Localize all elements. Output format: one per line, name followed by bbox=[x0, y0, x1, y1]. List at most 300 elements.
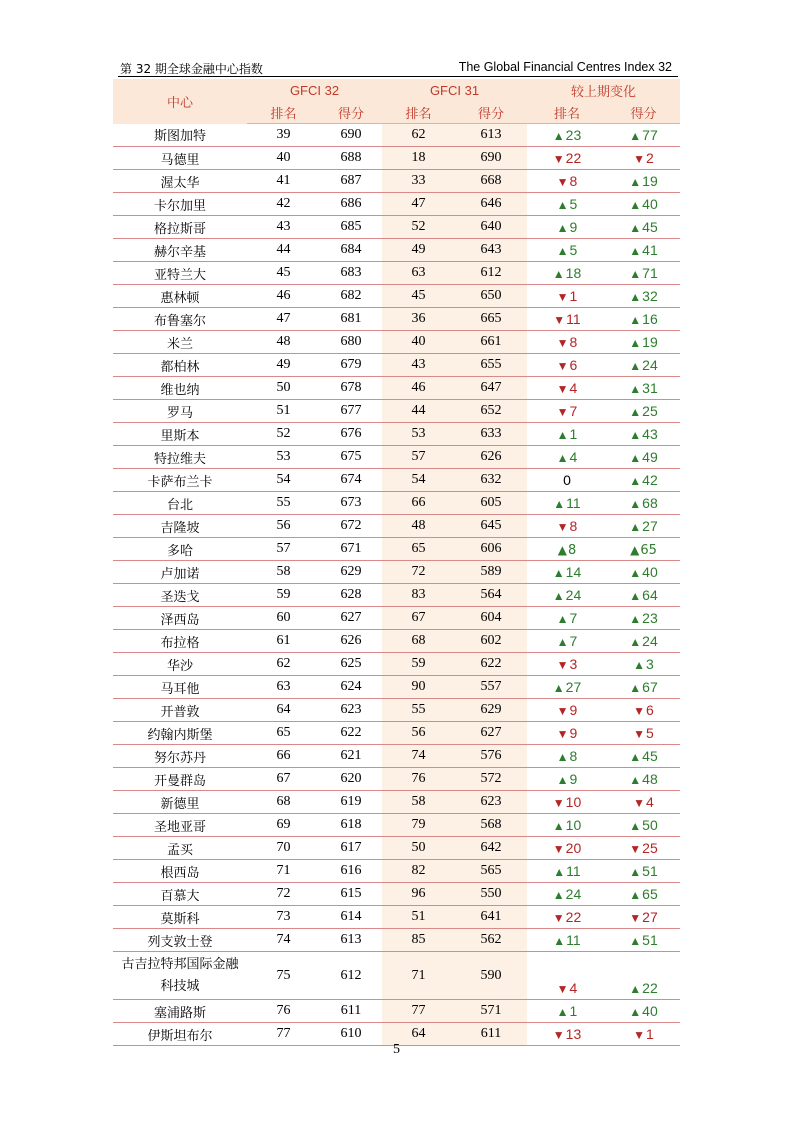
cell-rank-31: 71 bbox=[382, 952, 455, 1000]
change-value: 4 bbox=[569, 449, 578, 465]
cell-rank-32: 40 bbox=[247, 147, 320, 170]
cell-rank-change bbox=[527, 423, 607, 446]
cell-score-31: 655 bbox=[455, 354, 527, 377]
triangle-up-icon: ▲ bbox=[556, 1005, 569, 1019]
triangle-up-icon: ▲ bbox=[629, 405, 642, 419]
cell-score-change bbox=[607, 262, 680, 285]
header-title-en: The Global Financial Centres Index 32 bbox=[458, 60, 672, 74]
cell-rank-31: 58 bbox=[382, 791, 455, 814]
cell-score-change bbox=[607, 147, 680, 170]
change-value: 40 bbox=[642, 1003, 658, 1019]
cell-center-name: 泽西岛 bbox=[113, 607, 247, 630]
change-value: 11 bbox=[566, 932, 581, 948]
cell-rank-change bbox=[527, 860, 607, 883]
cell-center-name: 圣迭戈 bbox=[113, 584, 247, 607]
table-row bbox=[113, 584, 680, 607]
cell-rank-31: 51 bbox=[382, 906, 455, 929]
cell-score-32: 690 bbox=[320, 124, 382, 147]
cell-rank-32: 45 bbox=[247, 262, 320, 285]
cell-rank-32: 42 bbox=[247, 193, 320, 216]
cell-rank-change bbox=[527, 377, 607, 400]
cell-score-32: 627 bbox=[320, 607, 382, 630]
cell-score-change bbox=[607, 469, 680, 492]
cell-score-32: 680 bbox=[320, 331, 382, 354]
table-body bbox=[113, 124, 680, 1046]
cell-rank-change bbox=[527, 147, 607, 170]
cell-rank-31: 66 bbox=[382, 492, 455, 515]
cell-score-31: 564 bbox=[455, 584, 527, 607]
cell-rank-change bbox=[527, 1000, 607, 1023]
change-value: 31 bbox=[642, 380, 658, 396]
cell-score-31: 604 bbox=[455, 607, 527, 630]
triangle-down-icon: ▼ bbox=[556, 405, 569, 419]
cell-score-32: 629 bbox=[320, 561, 382, 584]
triangle-up-icon: ▲ bbox=[629, 428, 642, 442]
cell-rank-32: 51 bbox=[247, 400, 320, 423]
change-value: 9 bbox=[569, 702, 578, 718]
cell-score-32: 615 bbox=[320, 883, 382, 906]
cell-score-31: 565 bbox=[455, 860, 527, 883]
cell-center-name: 特拉维夫 bbox=[113, 446, 247, 469]
triangle-up-icon: ▲ bbox=[629, 198, 642, 212]
cell-rank-change bbox=[527, 239, 607, 262]
cell-center-name: 开曼群岛 bbox=[113, 768, 247, 791]
cell-score-change bbox=[607, 768, 680, 791]
triangle-up-icon: ▲ bbox=[556, 198, 569, 212]
change-value: 24 bbox=[642, 633, 658, 649]
triangle-down-icon: ▼ bbox=[552, 911, 565, 925]
cell-score-32: 622 bbox=[320, 722, 382, 745]
cell-rank-32: 61 bbox=[247, 630, 320, 653]
change-value: 14 bbox=[565, 564, 582, 580]
cell-score-32: 681 bbox=[320, 308, 382, 331]
cell-center-name: 根西岛 bbox=[113, 860, 247, 883]
col-header-score-31: 得分 bbox=[455, 101, 527, 124]
change-value: 1 bbox=[569, 1003, 578, 1019]
cell-score-32: 614 bbox=[320, 906, 382, 929]
cell-center-name: 马耳他 bbox=[113, 676, 247, 699]
cell-rank-31: 63 bbox=[382, 262, 455, 285]
triangle-up-icon: ▲ bbox=[557, 542, 567, 557]
change-value: 23 bbox=[565, 127, 582, 143]
cell-center-name: 华沙 bbox=[113, 653, 247, 676]
cell-score-31: 627 bbox=[455, 722, 527, 745]
cell-score-31: 589 bbox=[455, 561, 527, 584]
cell-rank-31: 67 bbox=[382, 607, 455, 630]
cell-score-31: 668 bbox=[455, 170, 527, 193]
cell-rank-31: 56 bbox=[382, 722, 455, 745]
table-row bbox=[113, 446, 680, 469]
change-value: 1 bbox=[569, 426, 578, 442]
cell-rank-32: 64 bbox=[247, 699, 320, 722]
table-row bbox=[113, 170, 680, 193]
triangle-down-icon: ▼ bbox=[556, 359, 569, 373]
table-row bbox=[113, 653, 680, 676]
change-value: 67 bbox=[642, 679, 658, 695]
triangle-up-icon: ▲ bbox=[629, 865, 642, 879]
change-value: 23 bbox=[642, 610, 658, 626]
cell-center-name: 马德里 bbox=[113, 147, 247, 170]
cell-score-change bbox=[607, 423, 680, 446]
change-value: 16 bbox=[642, 311, 658, 327]
col-header-score-32: 得分 bbox=[320, 101, 382, 124]
cell-rank-32: 54 bbox=[247, 469, 320, 492]
cell-rank-31: 47 bbox=[382, 193, 455, 216]
change-value: 48 bbox=[642, 771, 658, 787]
triangle-up-icon: ▲ bbox=[629, 589, 642, 603]
cell-rank-31: 45 bbox=[382, 285, 455, 308]
change-value: 22 bbox=[565, 909, 582, 925]
change-value: 5 bbox=[569, 196, 578, 212]
change-value: 43 bbox=[642, 426, 658, 442]
cell-rank-32: 46 bbox=[247, 285, 320, 308]
triangle-up-icon: ▲ bbox=[556, 428, 569, 442]
cell-score-31: 646 bbox=[455, 193, 527, 216]
cell-center-name: 吉隆坡 bbox=[113, 515, 247, 538]
cell-rank-31: 36 bbox=[382, 308, 455, 331]
triangle-down-icon: ▼ bbox=[629, 911, 642, 925]
cell-rank-31: 79 bbox=[382, 814, 455, 837]
cell-center-name: 开普敦 bbox=[113, 699, 247, 722]
change-value: 25 bbox=[642, 840, 658, 856]
cell-rank-31: 96 bbox=[382, 883, 455, 906]
cell-center-name: 维也纳 bbox=[113, 377, 247, 400]
triangle-up-icon: ▲ bbox=[629, 313, 642, 327]
change-value: 51 bbox=[642, 932, 658, 948]
triangle-up-icon: ▲ bbox=[629, 221, 642, 235]
change-value: 65 bbox=[640, 542, 657, 558]
change-value: 45 bbox=[642, 748, 658, 764]
cell-rank-change bbox=[527, 446, 607, 469]
cell-rank-32: 77 bbox=[247, 1023, 320, 1046]
cell-rank-31: 62 bbox=[382, 124, 455, 147]
cell-rank-change bbox=[527, 952, 607, 1000]
cell-score-32: 683 bbox=[320, 262, 382, 285]
cell-rank-32: 65 bbox=[247, 722, 320, 745]
cell-rank-31: 74 bbox=[382, 745, 455, 768]
cell-score-31: 641 bbox=[455, 906, 527, 929]
triangle-down-icon: ▼ bbox=[556, 290, 569, 304]
cell-center-name: 里斯本 bbox=[113, 423, 247, 446]
cell-score-change bbox=[607, 1000, 680, 1023]
cell-score-change bbox=[607, 354, 680, 377]
cell-rank-31: 57 bbox=[382, 446, 455, 469]
cell-score-change bbox=[607, 285, 680, 308]
cell-center-name: 塞浦路斯 bbox=[113, 1000, 247, 1023]
cell-score-change bbox=[607, 929, 680, 952]
table-row bbox=[113, 515, 680, 538]
cell-center-name: 卡萨布兰卡 bbox=[113, 469, 247, 492]
change-value: 4 bbox=[569, 380, 578, 396]
cell-rank-31: 76 bbox=[382, 768, 455, 791]
cell-score-change bbox=[607, 331, 680, 354]
table-row bbox=[113, 791, 680, 814]
cell-score-change bbox=[607, 607, 680, 630]
cell-score-change bbox=[607, 676, 680, 699]
change-value: 42 bbox=[642, 472, 658, 488]
cell-rank-32: 60 bbox=[247, 607, 320, 630]
cell-rank-32: 53 bbox=[247, 446, 320, 469]
cell-center-name: 约翰内斯堡 bbox=[113, 722, 247, 745]
cell-score-32: 679 bbox=[320, 354, 382, 377]
triangle-up-icon: ▲ bbox=[553, 865, 566, 879]
change-value: 5 bbox=[646, 725, 654, 741]
change-value: 27 bbox=[642, 518, 658, 534]
triangle-up-icon: ▲ bbox=[553, 934, 566, 948]
cell-rank-31: 52 bbox=[382, 216, 455, 239]
table-row bbox=[113, 906, 680, 929]
cell-rank-change bbox=[527, 607, 607, 630]
cell-rank-31: 44 bbox=[382, 400, 455, 423]
change-value: 71 bbox=[642, 265, 658, 281]
change-value: 8 bbox=[569, 518, 578, 534]
change-value: 4 bbox=[646, 794, 654, 810]
cell-score-31: 550 bbox=[455, 883, 527, 906]
change-value: 9 bbox=[569, 725, 578, 741]
change-value: 9 bbox=[569, 219, 578, 235]
change-value: 68 bbox=[642, 495, 658, 511]
cell-rank-31: 72 bbox=[382, 561, 455, 584]
cell-center-name: 赫尔辛基 bbox=[113, 239, 247, 262]
cell-center-name: 努尔苏丹 bbox=[113, 745, 247, 768]
cell-score-32: 625 bbox=[320, 653, 382, 676]
page-header bbox=[118, 58, 678, 77]
triangle-up-icon: ▲ bbox=[629, 129, 642, 143]
cell-rank-31: 43 bbox=[382, 354, 455, 377]
cell-rank-31: 82 bbox=[382, 860, 455, 883]
cell-rank-31: 33 bbox=[382, 170, 455, 193]
cell-center-name: 孟买 bbox=[113, 837, 247, 860]
table-row bbox=[113, 308, 680, 331]
cell-rank-change bbox=[527, 354, 607, 377]
triangle-down-icon: ▼ bbox=[552, 152, 565, 166]
cell-rank-32: 48 bbox=[247, 331, 320, 354]
table-row bbox=[113, 676, 680, 699]
cell-score-31: 611 bbox=[455, 1023, 527, 1046]
triangle-down-icon: ▼ bbox=[553, 313, 566, 327]
triangle-up-icon: ▲ bbox=[629, 1005, 642, 1019]
cell-score-31: 606 bbox=[455, 538, 527, 561]
triangle-up-icon: ▲ bbox=[556, 750, 569, 764]
change-value: 7 bbox=[569, 610, 578, 626]
cell-score-31: 557 bbox=[455, 676, 527, 699]
cell-score-31: 605 bbox=[455, 492, 527, 515]
triangle-up-icon: ▲ bbox=[629, 359, 642, 373]
cell-score-32: 677 bbox=[320, 400, 382, 423]
cell-score-32: 616 bbox=[320, 860, 382, 883]
cell-score-31: 562 bbox=[455, 929, 527, 952]
cell-rank-change bbox=[527, 538, 607, 561]
col-header-rank-31: 排名 bbox=[382, 101, 455, 124]
table-row bbox=[113, 331, 680, 354]
cell-rank-change bbox=[527, 400, 607, 423]
cell-score-31: 568 bbox=[455, 814, 527, 837]
cell-rank-change bbox=[527, 745, 607, 768]
cell-rank-change bbox=[527, 515, 607, 538]
triangle-up-icon: ▲ bbox=[552, 819, 565, 833]
table-row bbox=[113, 630, 680, 653]
cell-score-change bbox=[607, 883, 680, 906]
table-row bbox=[113, 607, 680, 630]
cell-center-name: 布鲁塞尔 bbox=[113, 308, 247, 331]
cell-score-32: 621 bbox=[320, 745, 382, 768]
cell-rank-32: 74 bbox=[247, 929, 320, 952]
change-value: 7 bbox=[569, 403, 578, 419]
cell-rank-32: 69 bbox=[247, 814, 320, 837]
cell-rank-31: 64 bbox=[382, 1023, 455, 1046]
cell-score-change bbox=[607, 860, 680, 883]
table-row bbox=[113, 423, 680, 446]
change-value: 51 bbox=[642, 863, 658, 879]
cell-score-32: 617 bbox=[320, 837, 382, 860]
cell-rank-change bbox=[527, 308, 607, 331]
cell-rank-32: 73 bbox=[247, 906, 320, 929]
cell-rank-change bbox=[527, 883, 607, 906]
cell-score-change bbox=[607, 193, 680, 216]
table-row bbox=[113, 239, 680, 262]
change-value: 19 bbox=[642, 173, 658, 189]
cell-rank-32: 58 bbox=[247, 561, 320, 584]
cell-rank-32: 41 bbox=[247, 170, 320, 193]
triangle-up-icon: ▲ bbox=[552, 589, 565, 603]
table-row bbox=[113, 538, 680, 561]
change-value: 22 bbox=[565, 150, 582, 166]
triangle-down-icon: ▼ bbox=[556, 175, 569, 189]
cell-score-31: 623 bbox=[455, 791, 527, 814]
cell-rank-32: 75 bbox=[247, 952, 320, 1000]
change-value: 3 bbox=[646, 656, 654, 672]
cell-score-31: 571 bbox=[455, 1000, 527, 1023]
change-value: 11 bbox=[566, 495, 581, 511]
cell-center-name: 惠林顿 bbox=[113, 285, 247, 308]
cell-center-name: 台北 bbox=[113, 492, 247, 515]
cell-rank-31: 53 bbox=[382, 423, 455, 446]
change-value: 22 bbox=[642, 980, 658, 996]
cell-rank-change bbox=[527, 584, 607, 607]
cell-rank-31: 83 bbox=[382, 584, 455, 607]
table-row bbox=[113, 699, 680, 722]
change-value: 24 bbox=[565, 886, 582, 902]
header-title-cn: 第 32 期全球金融中心指数 bbox=[120, 62, 263, 76]
change-value: 20 bbox=[565, 840, 582, 856]
cell-rank-change bbox=[527, 262, 607, 285]
triangle-up-icon: ▲ bbox=[629, 520, 642, 534]
triangle-down-icon: ▼ bbox=[556, 704, 569, 718]
cell-score-32: 626 bbox=[320, 630, 382, 653]
change-value: 65 bbox=[642, 886, 658, 902]
cell-score-change bbox=[607, 308, 680, 331]
table-row bbox=[113, 377, 680, 400]
change-value: 13 bbox=[565, 1026, 582, 1042]
table-row bbox=[113, 285, 680, 308]
cell-score-change bbox=[607, 814, 680, 837]
cell-score-change bbox=[607, 584, 680, 607]
cell-score-31: 652 bbox=[455, 400, 527, 423]
cell-score-32: 675 bbox=[320, 446, 382, 469]
cell-rank-change bbox=[527, 170, 607, 193]
cell-score-31: 613 bbox=[455, 124, 527, 147]
triangle-up-icon: ▲ bbox=[629, 566, 642, 580]
cell-rank-change bbox=[527, 331, 607, 354]
table-row bbox=[113, 216, 680, 239]
triangle-up-icon: ▲ bbox=[629, 336, 642, 350]
change-value: 10 bbox=[565, 817, 582, 833]
cell-rank-31: 68 bbox=[382, 630, 455, 653]
cell-rank-32: 67 bbox=[247, 768, 320, 791]
change-value: 4 bbox=[569, 980, 578, 996]
cell-score-32: 620 bbox=[320, 768, 382, 791]
cell-center-name: 渥太华 bbox=[113, 170, 247, 193]
cell-rank-32: 59 bbox=[247, 584, 320, 607]
triangle-up-icon: ▲ bbox=[556, 773, 569, 787]
cell-score-31: 602 bbox=[455, 630, 527, 653]
triangle-down-icon: ▼ bbox=[556, 658, 569, 672]
triangle-up-icon: ▲ bbox=[629, 175, 642, 189]
table-row bbox=[113, 952, 680, 1000]
cell-rank-change bbox=[527, 469, 607, 492]
cell-score-31: 640 bbox=[455, 216, 527, 239]
col-group-gfci32: GFCI 32 bbox=[247, 79, 382, 101]
cell-score-31: 642 bbox=[455, 837, 527, 860]
triangle-up-icon: ▲ bbox=[629, 290, 642, 304]
cell-score-32: 624 bbox=[320, 676, 382, 699]
cell-rank-32: 70 bbox=[247, 837, 320, 860]
change-value: 8 bbox=[569, 748, 578, 764]
cell-rank-31: 48 bbox=[382, 515, 455, 538]
cell-score-32: 613 bbox=[320, 929, 382, 952]
cell-rank-change bbox=[527, 722, 607, 745]
col-header-rank-32: 排名 bbox=[247, 101, 320, 124]
change-value: 24 bbox=[565, 587, 582, 603]
cell-score-31: 622 bbox=[455, 653, 527, 676]
triangle-down-icon: ▼ bbox=[633, 1028, 646, 1042]
cell-rank-32: 71 bbox=[247, 860, 320, 883]
table-row bbox=[113, 722, 680, 745]
cell-score-31: 647 bbox=[455, 377, 527, 400]
triangle-up-icon: ▲ bbox=[629, 497, 642, 511]
change-value: 77 bbox=[642, 127, 658, 143]
change-value: 24 bbox=[642, 357, 658, 373]
cell-score-change bbox=[607, 952, 680, 1000]
triangle-up-icon: ▲ bbox=[629, 382, 642, 396]
cell-score-31: 632 bbox=[455, 469, 527, 492]
cell-rank-31: 50 bbox=[382, 837, 455, 860]
cell-score-change bbox=[607, 400, 680, 423]
change-value: 45 bbox=[642, 219, 658, 235]
cell-score-32: 611 bbox=[320, 1000, 382, 1023]
cell-score-31: 650 bbox=[455, 285, 527, 308]
cell-score-31: 645 bbox=[455, 515, 527, 538]
cell-score-32: 678 bbox=[320, 377, 382, 400]
cell-rank-32: 55 bbox=[247, 492, 320, 515]
cell-score-change bbox=[607, 745, 680, 768]
triangle-up-icon: ▲ bbox=[629, 982, 642, 996]
change-value: 6 bbox=[569, 357, 578, 373]
triangle-down-icon: ▼ bbox=[552, 1028, 565, 1042]
cell-score-32: 628 bbox=[320, 584, 382, 607]
cell-rank-31: 85 bbox=[382, 929, 455, 952]
change-value: 32 bbox=[642, 288, 658, 304]
cell-center-name: 莫斯科 bbox=[113, 906, 247, 929]
cell-score-change bbox=[607, 561, 680, 584]
triangle-up-icon: ▲ bbox=[556, 635, 569, 649]
triangle-up-icon: ▲ bbox=[629, 934, 642, 948]
cell-center-name: 格拉斯哥 bbox=[113, 216, 247, 239]
cell-rank-32: 43 bbox=[247, 216, 320, 239]
change-value: 11 bbox=[566, 863, 581, 879]
table-row bbox=[113, 354, 680, 377]
cell-center-name: 卢加诺 bbox=[113, 561, 247, 584]
